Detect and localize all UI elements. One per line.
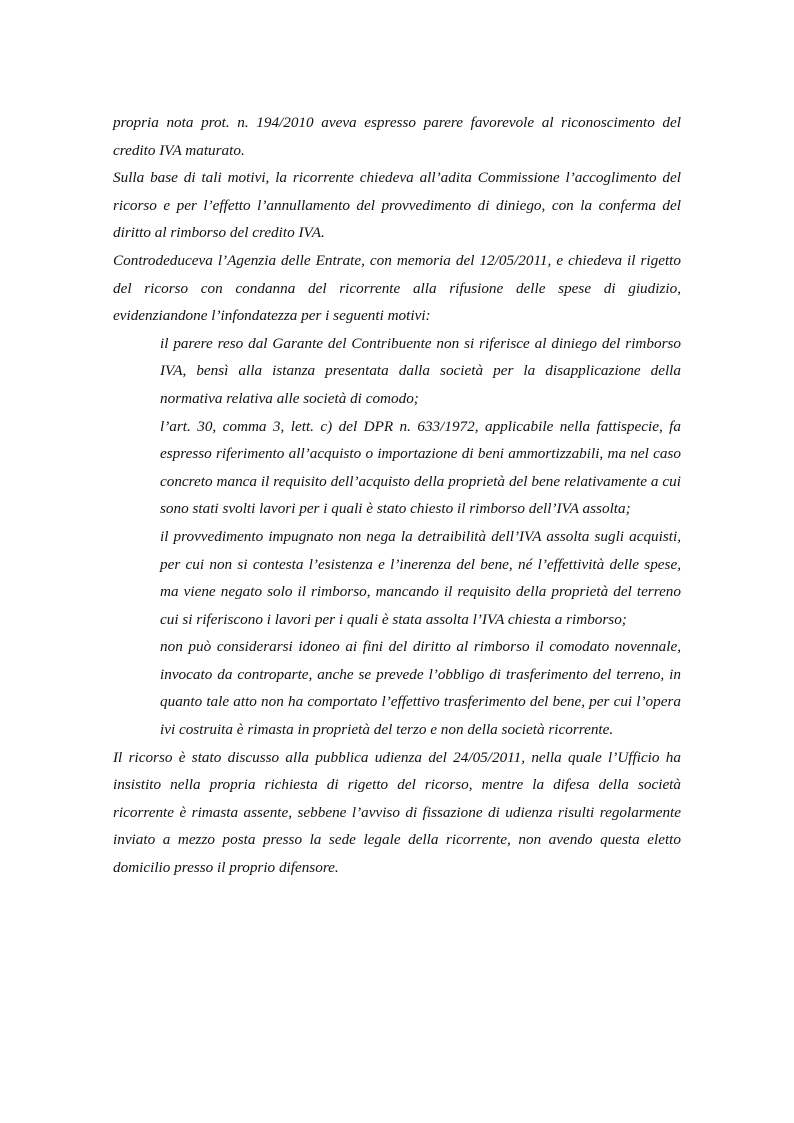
document-body bbox=[113, 109, 681, 882]
paragraph-agenzia-counterclaim: Controdeduceva l’Agenzia delle Entrate, con memoria del 12/05/2011, e chiedeva il rigetto del ricorso con condanna del ricorrente alla rifusione delle spese di giudizio, evidenziandone l’infondatezza per i seguenti motivi: bbox=[113, 251, 681, 325]
list-item bbox=[113, 523, 681, 633]
list-item bbox=[113, 633, 681, 743]
list-item bbox=[113, 413, 681, 523]
paragraph-ricorrente-request: Sulla base di tali motivi, la ricorrente chiedeva all’adita Commissione l’accoglimento del ricorso e per l’effetto l’annullamento del provvedimento di diniego, con la conferma del diritto al rimborso del credito IVA. bbox=[113, 169, 681, 242]
paragraph-hearing: Il ricorso è stato discusso alla pubblica udienza del 24/05/2011, nella quale l’Ufficio ha insistito nella propria richiesta di rigetto del ricorso, mentre la difesa della società ricorrente è rimasta assente, sebbene l’avviso di fissazione di udienza risulti regolarmente inviato a mezzo posta presso la sede legale della ricorrente, non avendo questa eletto domicilio presso il proprio difensore. bbox=[113, 748, 681, 877]
list-item-text: il parere reso dal Garante del Contribuente non si riferisce al diniego del rimborso IVA, bensì alla istanza presentata dalla società per la disapplicazione della normativa relativa alle società di comodo; bbox=[160, 334, 681, 407]
list-item-text: l’art. 30, comma 3, lett. c) del DPR n. 633/1972, applicabile nella fattispecie, fa espresso riferimento all’acquisto o importazione di beni ammortizzabili, ma nel caso concreto manca il requisito dell’acquisto della proprietà del bene relativamente a cui sono stati svolti lavori per i quali è stato chiesto il rimborso dell’IVA assolta; bbox=[160, 417, 681, 518]
motivi-list bbox=[113, 330, 681, 744]
list-item bbox=[113, 330, 681, 413]
list-item-text: non può considerarsi idoneo ai fini del diritto al rimborso il comodato novennale, invocato da controparte, anche se prevede l’obbligo di trasferimento del terreno, in quanto tale atto non ha comportato l’effettivo trasferimento del bene, per cui l’opera ivi costruita è rimasta in proprietà del terzo e non della società ricorrente. bbox=[160, 638, 681, 739]
list-item-text: il provvedimento impugnato non nega la detraibilità dell’IVA assolta sugli acquisti, per cui non si contesta l’esistenza e l’inerenza del bene, né l’effettività delle spese, ma viene negato solo il rimborso, mancando il requisito della proprietà del terreno cui si riferiscono i lavori per i quali è stata assolta l’IVA chiesta a rimborso; bbox=[160, 527, 681, 628]
paragraph-garante-opinion: propria nota prot. n. 194/2010 aveva espresso parere favorevole al riconoscimento del credito IVA maturato. bbox=[113, 114, 681, 159]
